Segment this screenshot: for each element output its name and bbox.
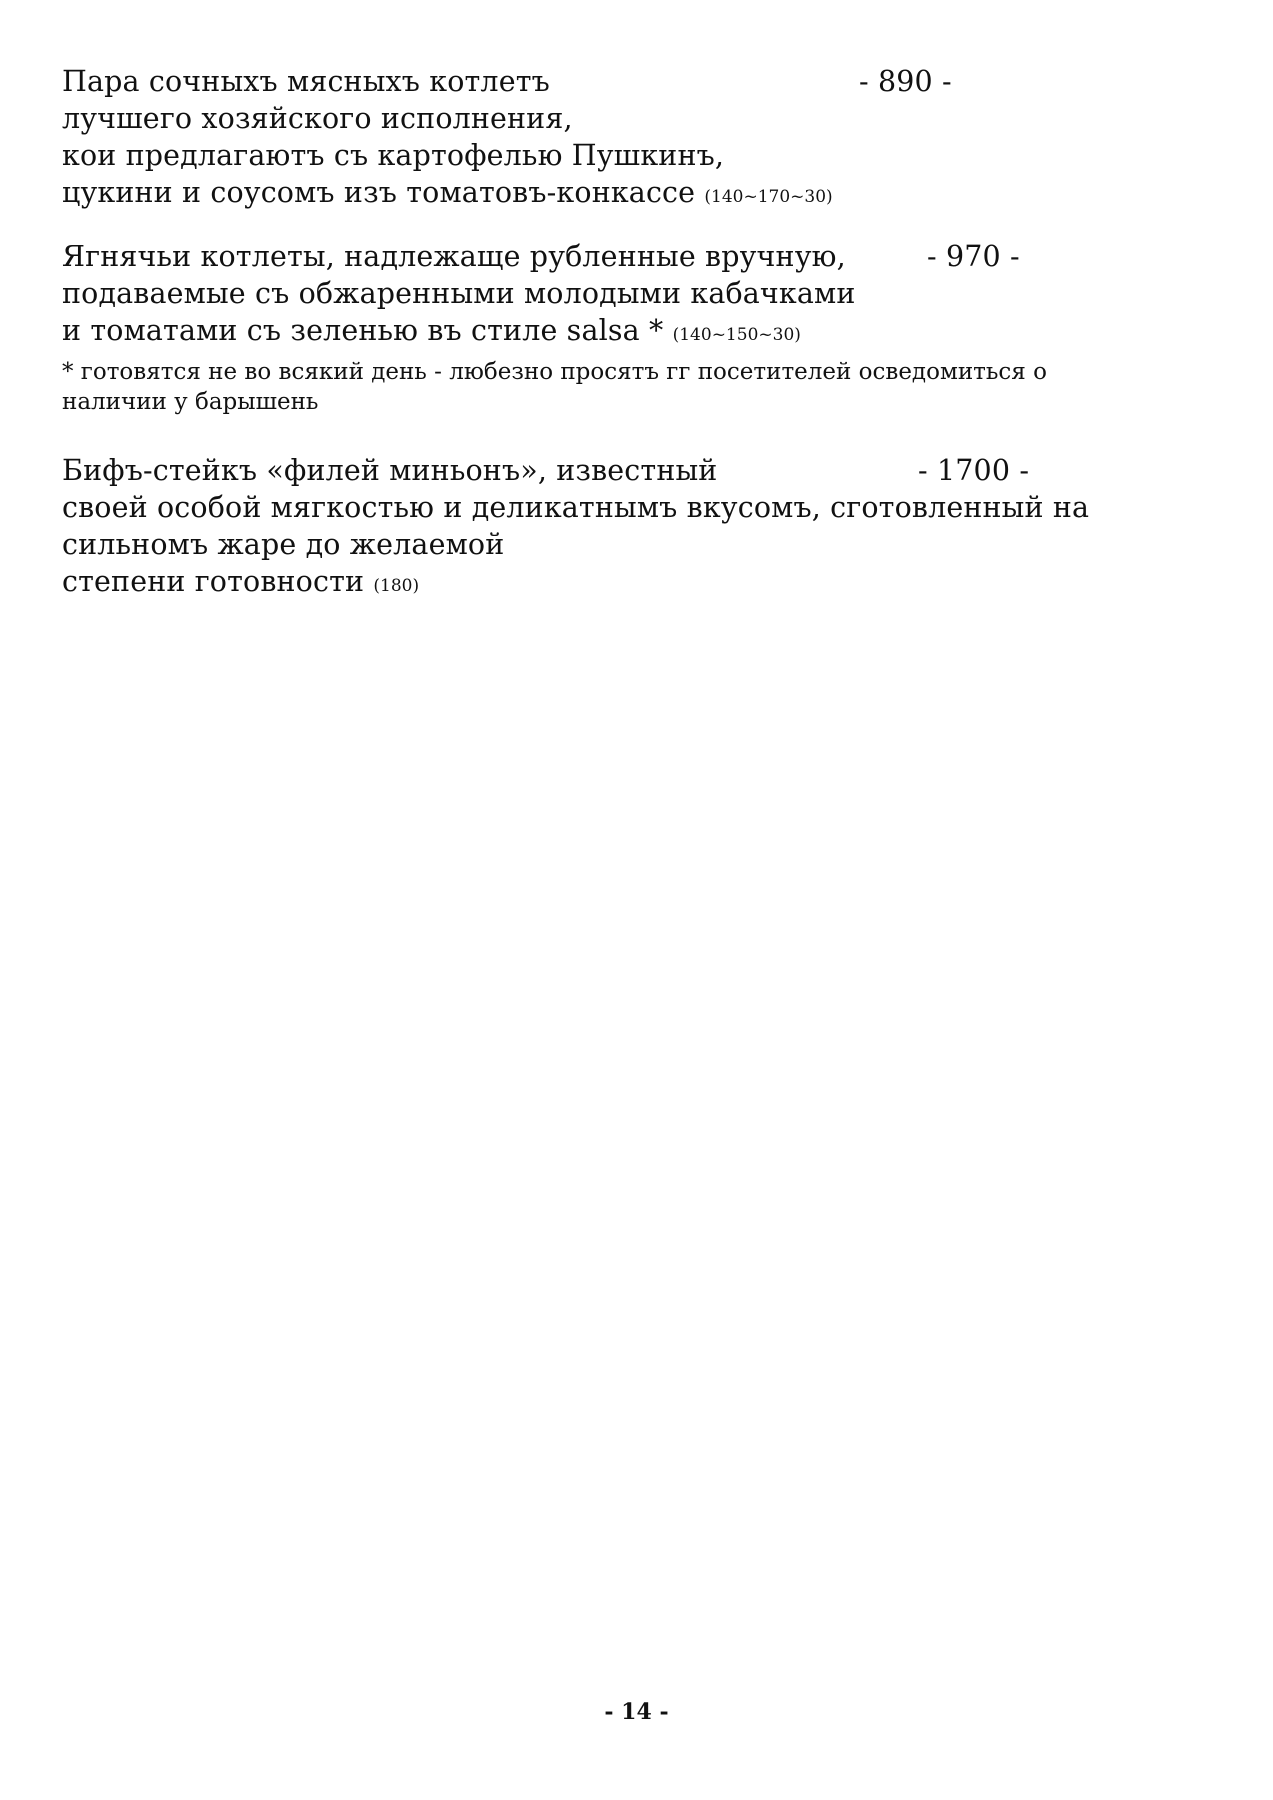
item-description: своей особой мягкостью и деликатнымъ вкусомъ, сготовленный на [62, 491, 1090, 524]
menu-item-meat-cutlets [62, 63, 1212, 211]
item-price: - 890 - [859, 65, 952, 98]
item-footnote: наличии у барышень [62, 389, 319, 415]
page-number: - 14 - [604, 1699, 669, 1725]
item-title: Бифъ-стейкъ «филей миньонъ», известный [62, 454, 718, 487]
item-description: лучшего хозяйского исполнения, [62, 102, 573, 135]
item-line [62, 489, 1212, 526]
item-description: подаваемые съ обжаренными молодыми кабачками [62, 277, 856, 310]
item-line [62, 563, 1212, 600]
menu-item-lamb-cutlets [62, 238, 1212, 417]
item-footnote: * готовятся не во всякий день - любезно просятъ гг посетителей осведомиться о [62, 359, 1047, 385]
item-weight: (140~150~30) [672, 325, 801, 345]
item-price: - 970 - [927, 240, 1020, 273]
item-line [62, 312, 1212, 349]
item-weight: (140~170~30) [704, 187, 833, 207]
item-line [62, 238, 1212, 275]
item-line [62, 63, 1212, 100]
item-weight: (180) [373, 576, 420, 596]
item-line [62, 137, 1212, 174]
item-description: степени готовности [62, 565, 365, 598]
item-description: и томатами съ зеленью въ стиле salsa * [62, 314, 664, 347]
item-line [62, 452, 1212, 489]
item-line [62, 100, 1212, 137]
menu-item-filet-mignon [62, 452, 1212, 600]
item-title: Пара сочныхъ мясныхъ котлетъ [62, 65, 550, 98]
item-description: цукини и соусомъ изъ томатовъ-конкассе [62, 176, 696, 209]
item-line [62, 174, 1212, 211]
item-title: Ягнячьи котлеты, надлежаще рубленные вручную, [62, 240, 846, 273]
item-line [62, 275, 1212, 312]
item-line [62, 526, 1212, 563]
item-description: сильномъ жаре до желаемой [62, 528, 505, 561]
item-description: кои предлагаютъ съ картофелью Пушкинъ, [62, 139, 725, 172]
item-price: - 1700 - [918, 454, 1030, 487]
